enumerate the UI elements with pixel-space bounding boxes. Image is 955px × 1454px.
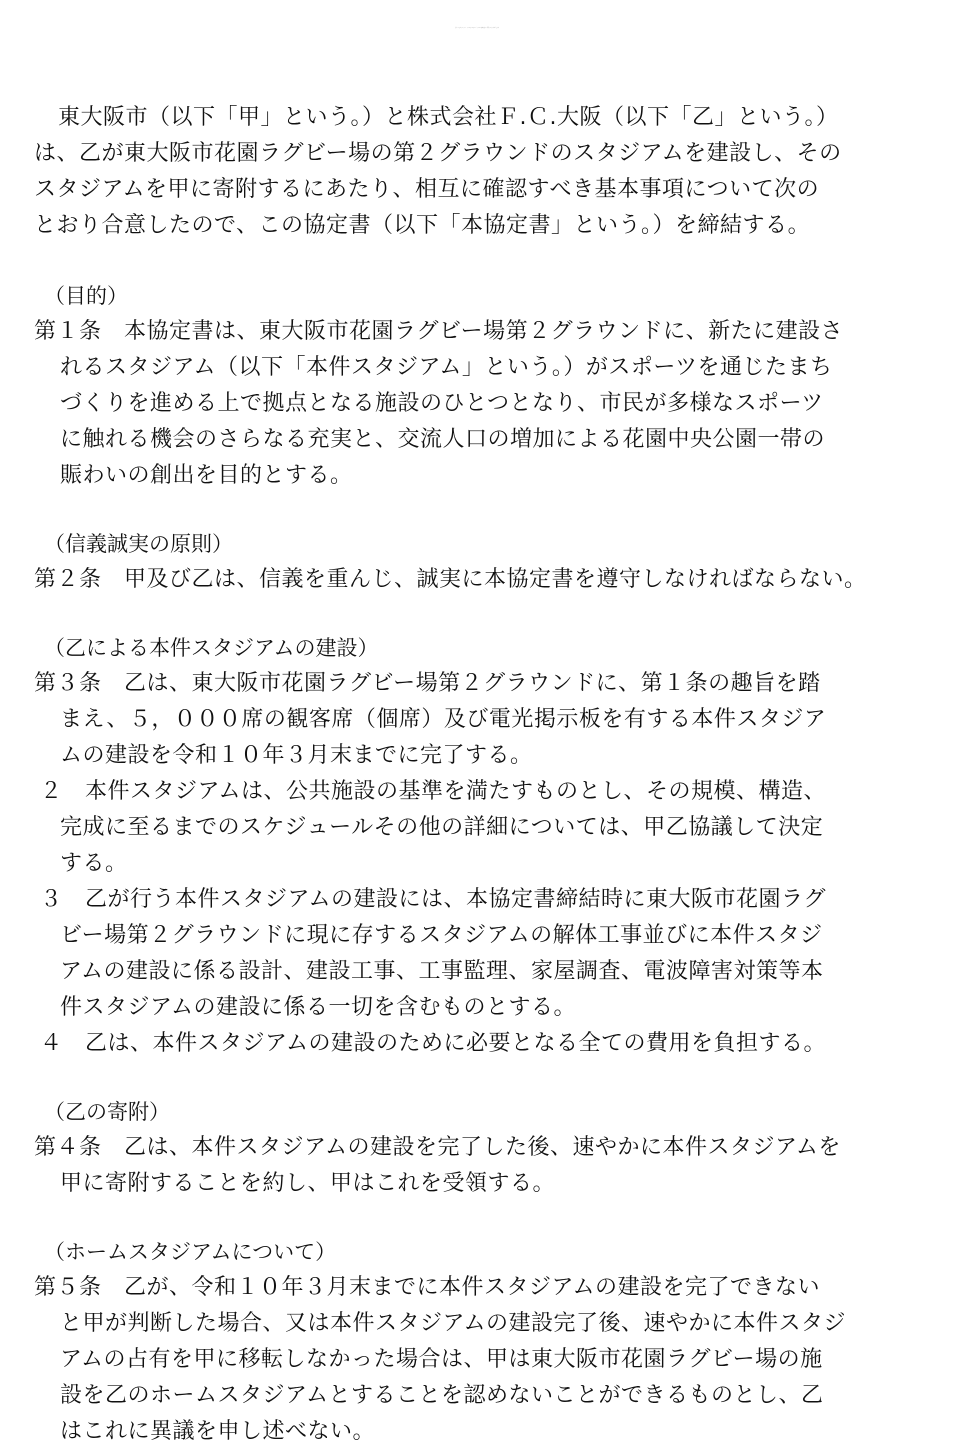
article-3-clause-3-line-4: 件スタジアムの建設に係る一切を含むものとする。 xyxy=(60,995,576,1020)
article-5-line-5: はこれに異議を申し述べない。 xyxy=(60,1419,376,1444)
article-5-line-3: アムの占有を甲に移転しなかった場合は、甲は東大阪市花園ラグビー場の施 xyxy=(60,1347,823,1372)
section-heading-home-stadium: （ホームスタジアムについて） xyxy=(44,1240,337,1264)
article-5-line-2: と甲が判断した場合、又は本件スタジアムの建設完了後、速やかに本件スタジ xyxy=(60,1311,846,1336)
section-heading-construction: （乙による本件スタジアムの建設） xyxy=(44,636,379,660)
preamble-line-1: 東大阪市（以下「甲」という。）と株式会社Ｆ.Ｃ.大阪（以下「乙」という。） xyxy=(58,105,839,130)
article-3-line-3: ムの建設を令和１０年３月末までに完了する。 xyxy=(60,743,533,768)
article-5-line-4: 設を乙のホームスタジアムとすることを認めないことができるものとし、乙 xyxy=(60,1383,824,1408)
article-4-line-1: 第４条 乙は、本件スタジアムの建設を完了した後、速やかに本件スタジアムを xyxy=(34,1135,841,1160)
section-heading-donation: （乙の寄附） xyxy=(44,1100,170,1124)
article-3-clause-3-line-3: アムの建設に係る設計、建設工事、工事監理、家屋調査、電波障害対策等本 xyxy=(60,959,824,984)
article-3-clause-4-line-1: ４ 乙は、本件スタジアムの建設のために必要となる全ての費用を負担する。 xyxy=(40,1031,826,1056)
article-3-clause-2-line-2: 完成に至るまでのスケジュールその他の詳細については、甲乙協議して決定 xyxy=(60,815,824,840)
article-5-line-1: 第５条 乙が、令和１０年３月末までに本件スタジアムの建設を完了できない xyxy=(34,1275,820,1300)
article-3-line-2: まえ、５，０００席の観客席（個席）及び電光掲示板を有する本件スタジア xyxy=(60,707,827,732)
article-3-clause-3-line-1: ３ 乙が行う本件スタジアムの建設には、本協定書締結時に東大阪市花園ラグ xyxy=(40,887,826,912)
preamble-line-4: とおり合意したので、この協定書（以下「本協定書」という。）を締結する。 xyxy=(34,213,811,238)
section-heading-purpose: （目的） xyxy=(44,284,128,308)
article-4-line-2: 甲に寄附することを約し、甲はこれを受領する。 xyxy=(60,1171,556,1196)
article-2-line-1: 第２条 甲及び乙は、信義を重んじ、誠実に本協定書を遵守しなければならない。 xyxy=(34,567,867,592)
article-3-line-1: 第３条 乙は、東大阪市花園ラグビー場第２グラウンドに、第１条の趣旨を踏 xyxy=(34,671,821,696)
section-heading-good-faith: （信義誠実の原則） xyxy=(44,532,233,556)
preamble-line-2: は、乙が東大阪市花園ラグビー場の第２グラウンドのスタジアムを建設し、その xyxy=(34,141,842,166)
article-3-clause-3-line-2: ビー場第２グラウンドに現に存するスタジアムの解体工事並びに本件スタジ xyxy=(60,923,823,948)
article-1-line-4: に触れる機会のさらなる充実と、交流人口の増加による花園中央公園一帯の xyxy=(60,427,826,452)
article-3-clause-2-line-1: ２ 本件スタジアムは、公共施設の基準を満たすものとし、その規模、構造、 xyxy=(40,779,826,804)
article-3-clause-2-line-3: する。 xyxy=(60,851,128,876)
document-title: 第２グラウンドのスタジアム建設に関する協定書 xyxy=(455,28,500,29)
article-1-line-3: づくりを進める上で拠点となる施設のひとつとなり、市民が多様なスポーツ xyxy=(60,391,824,416)
article-1-line-2: れるスタジアム（以下「本件スタジアム」という。）がスポーツを通じたまち xyxy=(60,355,833,380)
preamble-line-3: スタジアムを甲に寄附するにあたり、相互に確認すべき基本事項について次の xyxy=(34,177,820,202)
article-1-line-1: 第１条 本協定書は、東大阪市花園ラグビー場第２グラウンドに、新たに建設さ xyxy=(34,319,844,344)
article-1-line-5: 賑わいの創出を目的とする。 xyxy=(60,463,353,488)
